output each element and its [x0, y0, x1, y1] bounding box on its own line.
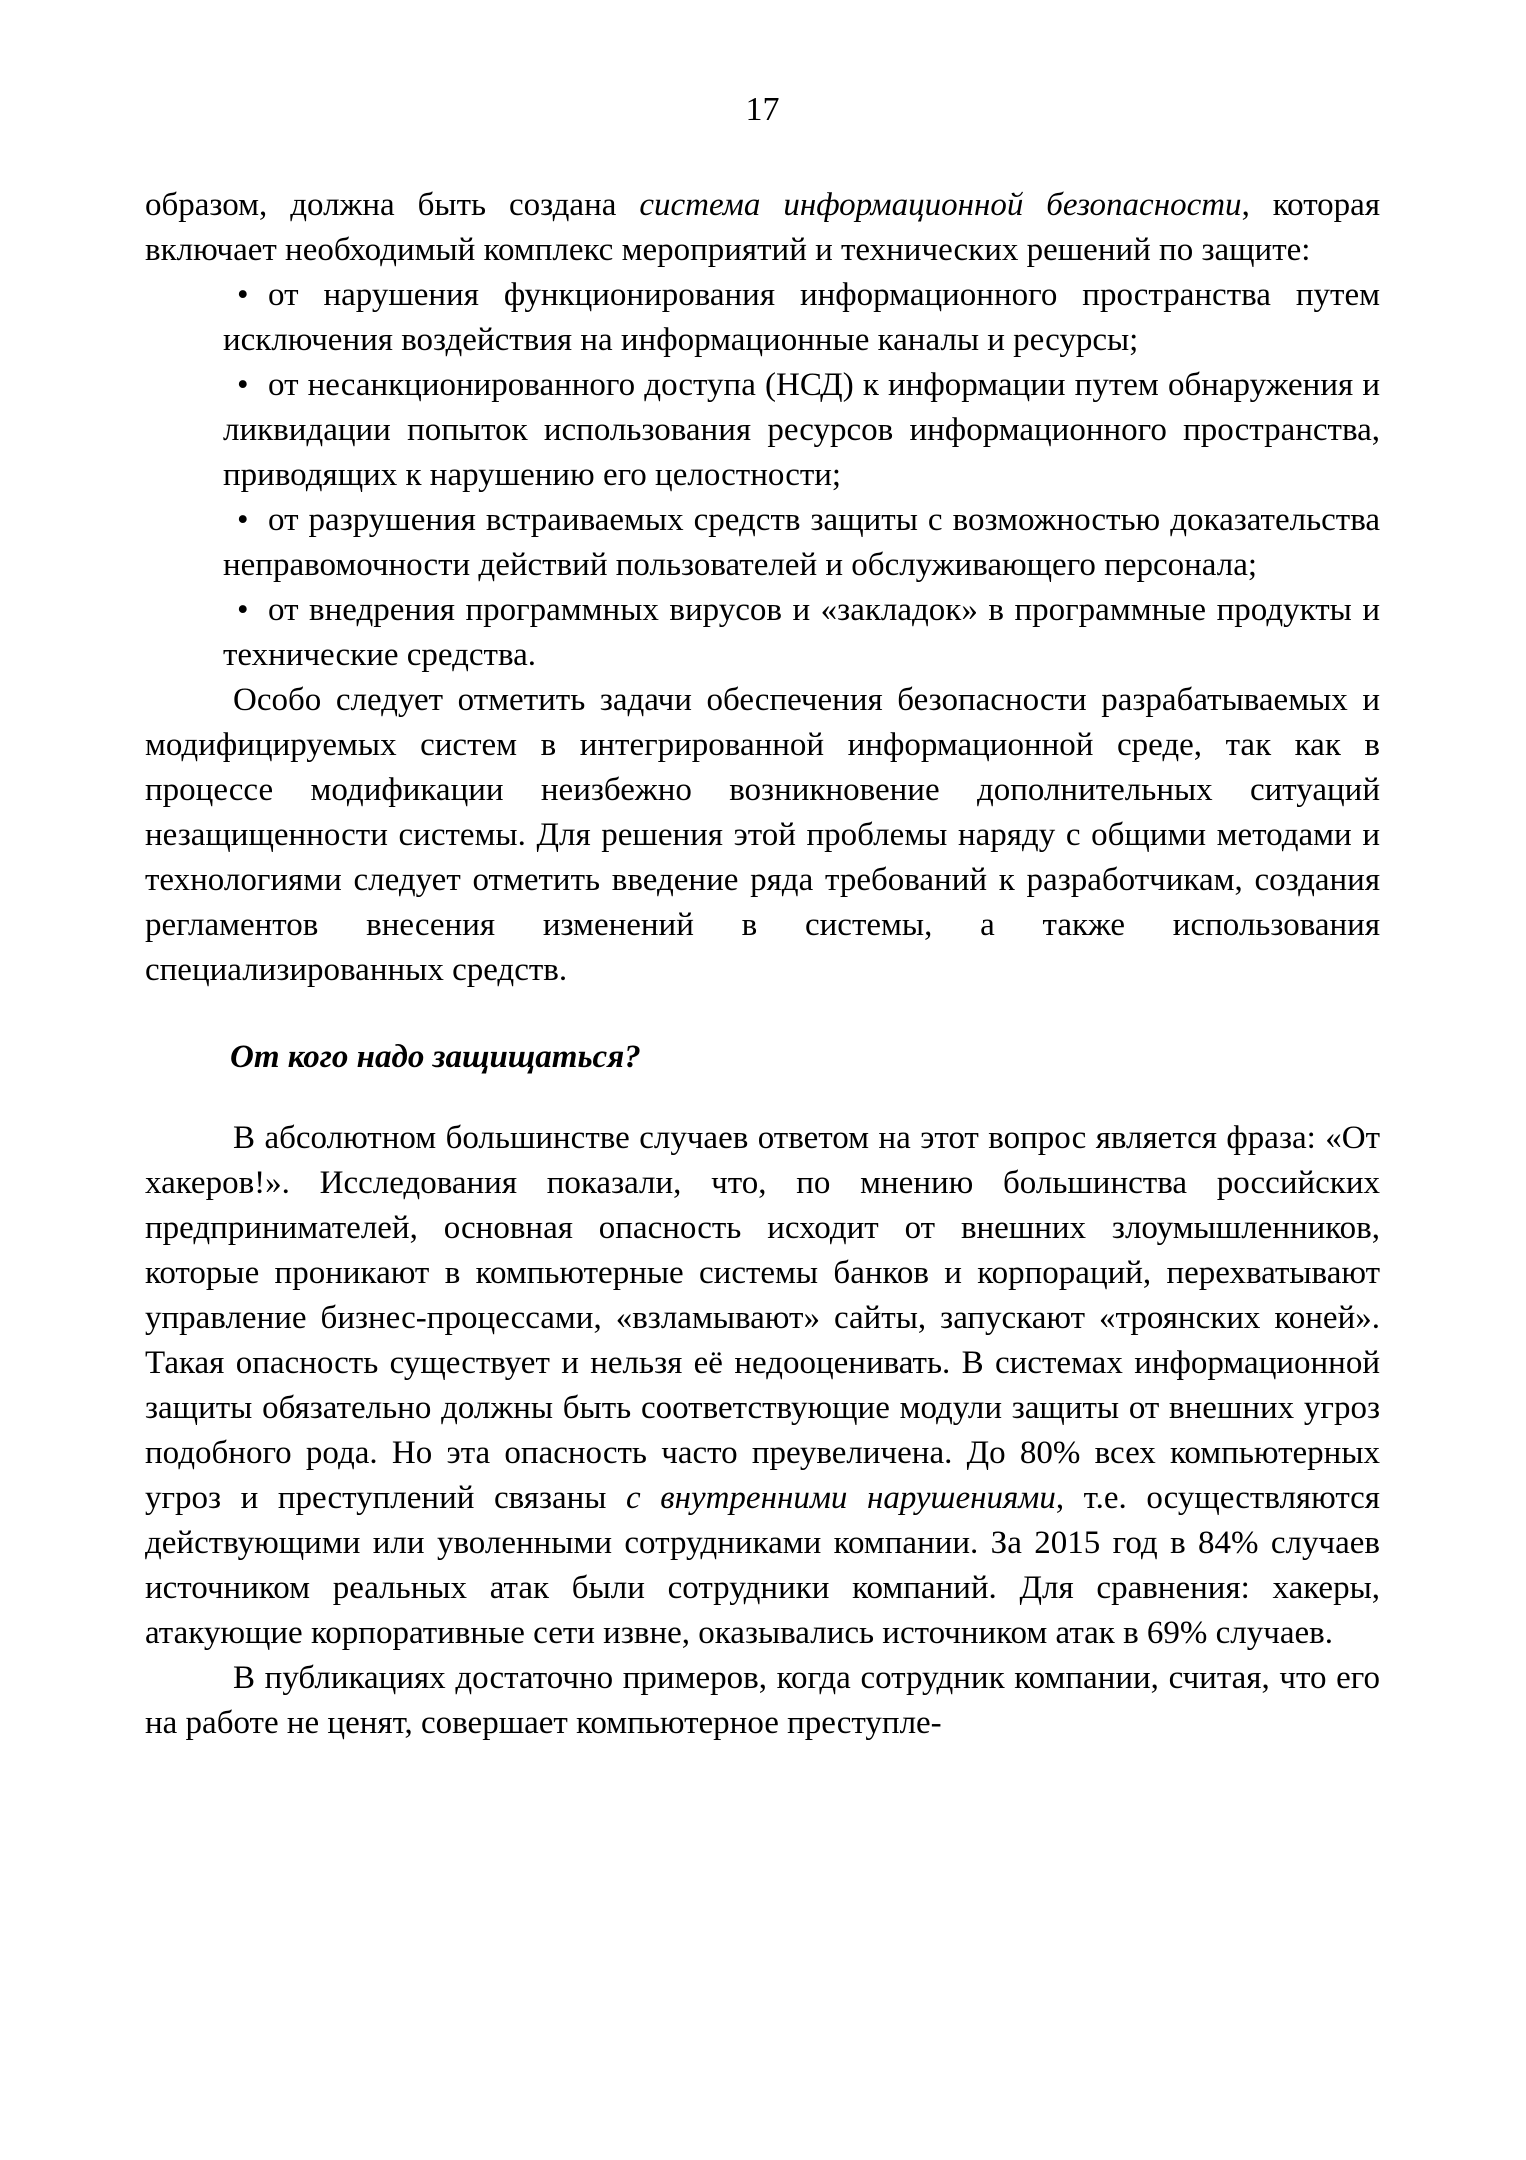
text-segment: В абсолютном большинстве случаев ответом на этот вопрос является фраза: «От хакеров!». Исследования показали, что, по мнению большинства российских предпринимателей, основная опасность исходит от внешних злоумышленников, которые проникают в компьютерные системы банков и корпораций, перехватывают управление бизнес-процессами, «взламывают» сайты, запускают «троянских коней». Такая опасность существует и нельзя её недооценивать. В системах информационной защиты обязательно должны быть соответствующие модули защиты от внешних угроз подобного рода. Но эта опасность часто преувеличена. До 80% всех компьютерных угроз и преступлений связаны [145, 1120, 1380, 1516]
paragraph-publications: В публикациях достаточно примеров, когда сотрудник компании, считая, что его на работе не ценят, совершает компьютерное преступле- [145, 1660, 1380, 1741]
text-segment: , которая включает необходимый комплекс мероприятий и технических решений по защите: [145, 187, 1381, 268]
section-heading: От кого надо защищаться? [230, 1039, 641, 1075]
page-body [145, 183, 1380, 1746]
page-number: 17 [745, 91, 780, 128]
list-item-text: от нарушения функционирования информационного пространства путем исключения воздействия на информационные каналы и ресурсы; [223, 277, 1380, 358]
list-item [145, 498, 1380, 588]
paragraph-intro [145, 183, 1380, 273]
bullet-marker: • [237, 367, 249, 403]
list-item-text: от несанкционированного доступа (НСД) к информации путем обнаружения и ликвидации попыток использования ресурсов информационного пространства, приводящих к нарушению его целостности; [223, 367, 1380, 493]
bullet-marker: • [237, 277, 249, 313]
list-item-text: от разрушения встраиваемых средств защиты с возможностью доказательства неправомочности действий пользователей и обслуживающего персонала; [223, 502, 1380, 583]
list-item [145, 273, 1380, 363]
list-item [145, 588, 1380, 678]
text-segment: , т.е. осуществляются действующими или уволенными сотрудниками компании. За 2015 год в 84% случаев источником реальных атак были сотрудники компаний. Для сравнения: хакеры, атакующие корпоративные сети извне, оказывались источником атак в 69% случаев. [145, 1480, 1380, 1651]
paragraph-threat-sources [145, 1116, 1380, 1656]
bullet-marker: • [237, 592, 249, 628]
text-segment-italic: с внутренними нарушениями [626, 1480, 1056, 1516]
bullet-marker: • [237, 502, 249, 538]
list-item-text: от внедрения программных вирусов и «закладок» в программные продукты и технические средства. [223, 592, 1380, 673]
text-segment-italic: система информационной безопасности [639, 187, 1242, 223]
paragraph-development-security: Особо следует отметить задачи обеспечения безопасности разрабатываемых и модифицируемых систем в интегрированной информационной среде, так как в процессе модификации неизбежно возникновение дополнительных ситуаций незащищенности системы. Для решения этой проблемы наряду с общими методами и технологиями следует отметить введение ряда требований к разработчикам, создания регламентов внесения изменений в системы, а также использования специализированных средств. [145, 682, 1380, 988]
list-item [145, 363, 1380, 498]
text-segment: образом, должна быть создана [145, 187, 640, 223]
bullet-list [145, 273, 1380, 678]
